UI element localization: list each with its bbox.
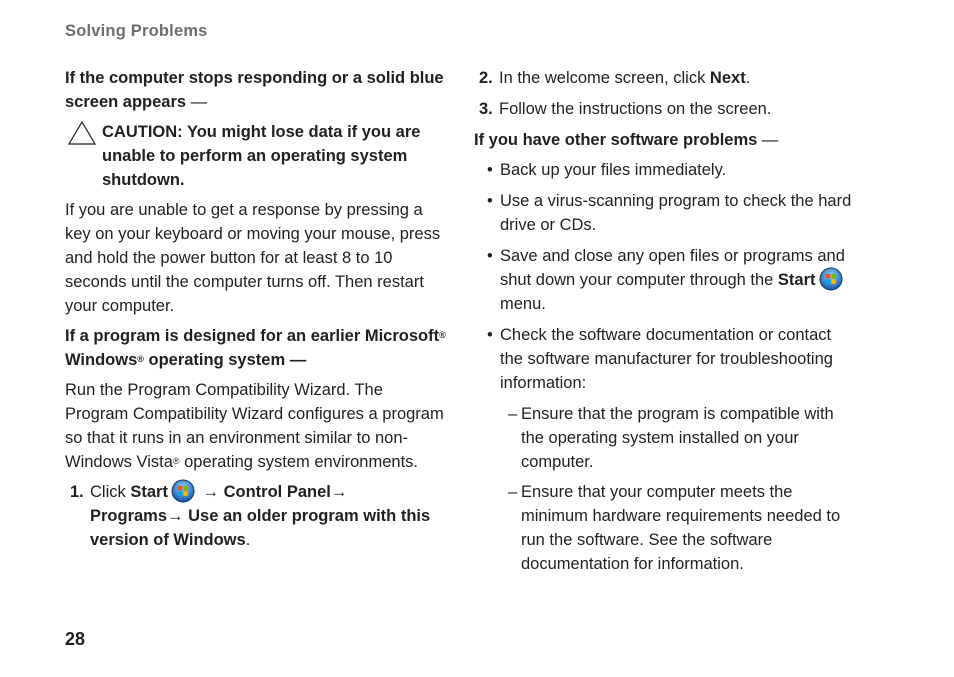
compat-text-a: Run the Program Compatibility Wizard. The Program Compatibility Wizard configures a program so that it runs in an environment similar to non-Windows Vista [65, 381, 444, 471]
heading-earlier-windows-c: operating system — [143, 351, 307, 369]
heading-not-responding [65, 66, 449, 114]
bullet-marker: • [487, 161, 493, 179]
step-3-text: Follow the instructions on the screen. [499, 100, 772, 118]
compat-text-b: operating system environments. [179, 453, 418, 471]
sub-item-compatible [474, 402, 854, 474]
heading-other-software-bold: If you have other software problems [474, 131, 758, 149]
arrow: → [167, 507, 184, 525]
step-1-click: Click [90, 483, 131, 501]
bullet-marker: • [487, 192, 493, 210]
bullet-save-close [474, 244, 854, 316]
bullet-text: Use a virus-scanning program to check the hard drive or CDs. [500, 192, 852, 234]
registered-mark: ® [137, 354, 144, 364]
sub-item-text: Ensure that your computer meets the minimum hardware requirements needed to run the software. See the software documentation for information. [521, 483, 841, 573]
page-number: 28 [65, 629, 86, 649]
caution-text: CAUTION: You might lose data if you are unable to perform an operating system shutdown. [102, 123, 421, 189]
registered-mark: ® [439, 330, 446, 340]
bullet-documentation [474, 323, 854, 395]
section-header: Solving Problems [65, 22, 208, 40]
caution-block [65, 120, 449, 192]
left-column [65, 66, 449, 559]
right-column [474, 66, 854, 582]
windows-start-orb-icon [171, 479, 195, 503]
arrow: → [197, 483, 224, 501]
heading-not-responding-dash: — [186, 93, 208, 111]
step-1 [65, 480, 449, 552]
heading-earlier-windows-a: If a program is designed for an earlier Microsoft [65, 327, 440, 345]
bullet-backup [474, 158, 854, 182]
paragraph-power-button: If you are unable to get a response by pressing a key on your keyboard or moving your mouse, press and hold the power button for at least 8 to 10 seconds until the computer turns off. Then restart your computer. [65, 201, 441, 315]
bullet-virus-scan [474, 189, 854, 237]
arrow: → [330, 483, 348, 501]
programs-label: Programs [90, 507, 168, 525]
bullet-text: Save and close any open files or programs and shut down your computer through the [500, 247, 845, 289]
use-older-program-label: Use an older program with this version of Windows [90, 507, 431, 549]
windows-start-orb-icon [819, 267, 843, 291]
dash-marker: – [508, 483, 518, 501]
step-number: 1. [70, 483, 84, 501]
start-label: Start [777, 271, 816, 289]
step-2 [474, 66, 854, 90]
step-number: 3. [479, 100, 493, 118]
caution-icon [68, 121, 96, 145]
control-panel-label: Control Panel [223, 483, 331, 501]
heading-earlier-windows [65, 324, 449, 372]
period: . [745, 69, 751, 87]
step-3 [474, 97, 854, 121]
sub-item-text: Ensure that the program is compatible with the operating system installed on your computer. [521, 405, 834, 471]
bullet-text: Check the software documentation or contact the software manufacturer for troubleshooting information: [500, 326, 833, 392]
heading-other-software-dash: — [757, 131, 779, 149]
step-2-text: In the welcome screen, click [499, 69, 710, 87]
step-number: 2. [479, 69, 493, 87]
bullet-marker: • [487, 326, 493, 344]
sub-item-hardware [474, 480, 854, 576]
start-label: Start [130, 483, 168, 501]
period: . [245, 531, 251, 549]
paragraph-compatibility-wizard [65, 378, 449, 474]
heading-other-software [474, 128, 854, 152]
bullet-marker: • [487, 247, 493, 265]
bullet-text-tail: menu. [500, 295, 546, 313]
next-label: Next [709, 69, 746, 87]
dash-marker: – [508, 405, 518, 423]
heading-earlier-windows-b: Windows [65, 351, 138, 369]
heading-not-responding-bold: If the computer stops responding or a solid blue screen appears [65, 69, 444, 111]
bullet-text: Back up your files immediately. [500, 161, 727, 179]
registered-mark: ® [172, 456, 180, 466]
